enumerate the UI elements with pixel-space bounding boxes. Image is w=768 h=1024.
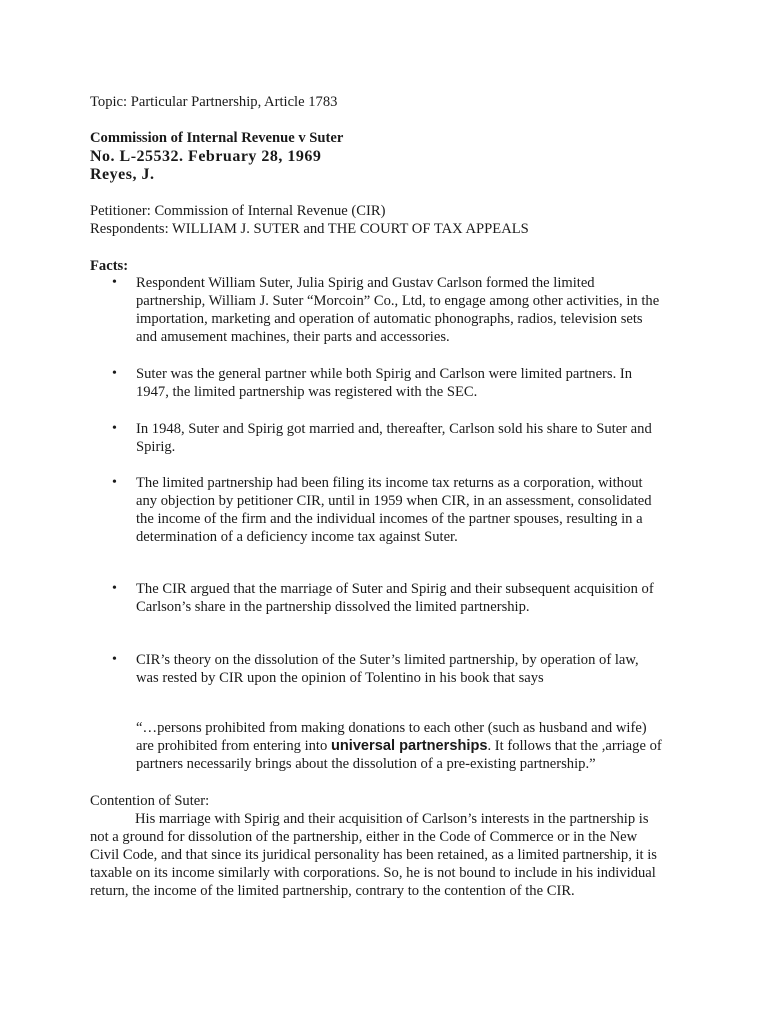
- list-item-text: Suter was the general partner while both Spirig and Carlson were limited partners. In 1947, the limited partnership was registered with the SEC.: [136, 366, 633, 400]
- list-item-text: In 1948, Suter and Spirig got married and, thereafter, Carlson sold his share to Suter and Spirig.: [136, 421, 652, 455]
- bullet-icon: •: [112, 421, 117, 436]
- list-item-text: The CIR argued that the marriage of Suter and Spirig and their subsequent acquisition of Carlson’s share in the partnership dissolved the limited partnership.: [136, 581, 654, 615]
- list-item-text: Respondent William Suter, Julia Spirig and Gustav Carlson formed the limited partnership, William J. Suter “Morcoin” Co., Ltd, to engage among other activities, in the importation, marketing and operation of automatic phonographs, radios, television sets and amusement machines, their parts and accessories.: [136, 275, 660, 345]
- bullet-icon: •: [112, 366, 117, 381]
- respondents-line: Respondents: WILLIAM J. SUTER and THE COURT OF TAX APPEALS: [90, 221, 529, 237]
- list-item-text: CIR’s theory on the dissolution of the Suter’s limited partnership, by operation of law, was rested by CIR upon the opinion of Tolentino in his book that says: [136, 652, 639, 686]
- bullet-icon: •: [112, 475, 117, 490]
- contention-body: His marriage with Spirig and their acquisition of Carlson’s interests in the partnership is not a ground for dissolution of the partnership, either in the Code of Commerce or in the New Civil Code, and that since its juridical personality has been retained, as a limited partnership, it is taxable on its income similarly with corporations. So, he is not bound to include in his individual return, the income of the limited partnership, contrary to the contention of the CIR.: [90, 811, 657, 899]
- case-title: Commission of Internal Revenue v Suter: [90, 130, 344, 146]
- contention-heading: Contention of Suter:: [90, 793, 210, 809]
- bullet-icon: •: [112, 275, 117, 290]
- list-item-text: The limited partnership had been filing its income tax returns as a corporation, without any objection by petitioner CIR, until in 1959 when CIR, in an assessment, consolidated the income of the firm and the individual incomes of the partner spouses, resulting in a determination of a deficiency income tax against Suter.: [136, 475, 652, 545]
- bullet-icon: •: [112, 652, 117, 667]
- quote-emphasis: universal partnerships: [330, 738, 488, 754]
- petitioner-line: Petitioner: Commission of Internal Revenue (CIR): [90, 203, 386, 219]
- case-number-date: No. L-25532. February 28, 1969: [90, 148, 322, 165]
- tolentino-quote: [136, 719, 676, 773]
- quote-text-part2: . It follows that the ,arriage of partners necessarily brings about the dissolution of a pre-existing partnership.”: [136, 738, 662, 772]
- topic-line: Topic: Particular Partnership, Article 1783: [90, 94, 338, 110]
- case-ponente: Reyes, J.: [90, 166, 155, 183]
- facts-heading: Facts:: [90, 258, 129, 274]
- bullet-icon: •: [112, 581, 117, 596]
- quote-text-part1: “…persons prohibited from making donations to each other (such as husband and wife) are prohibited from entering into: [136, 720, 647, 754]
